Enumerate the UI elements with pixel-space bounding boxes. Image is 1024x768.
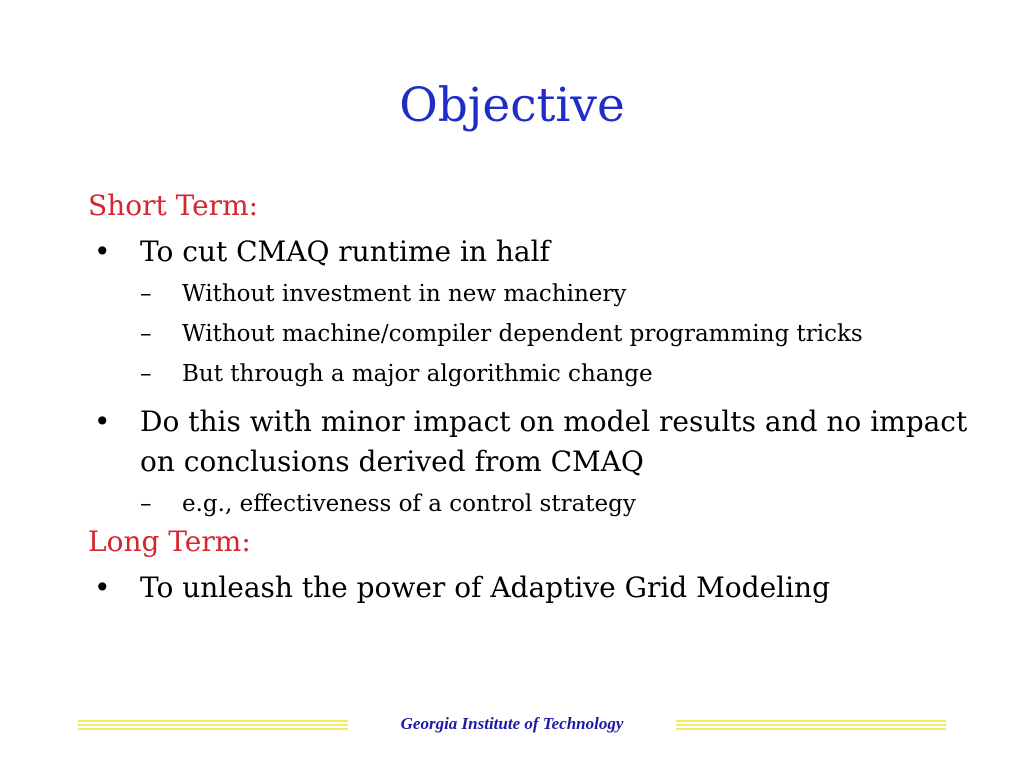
dash-icon: – — [140, 491, 152, 517]
bullet-text: Do this with minor impact on model results and no impact on conclusions derived from CMAQ — [140, 405, 968, 478]
section-label-short-term: Short Term: — [88, 189, 259, 222]
footer-institution: Georgia Institute of Technology — [400, 714, 624, 733]
dash-icon: – — [140, 281, 152, 307]
slide-content — [88, 188, 968, 608]
sub-bullet-text: But through a major algorithmic change — [182, 361, 653, 387]
sub-bullet-item — [140, 274, 968, 314]
dash-icon: – — [140, 361, 152, 387]
slide-title: Objective — [399, 78, 625, 133]
footer-rule-left — [78, 720, 348, 730]
sub-bullet-text: Without machine/compiler dependent programming tricks — [182, 321, 863, 347]
section-label-long-term: Long Term: — [88, 525, 251, 558]
dash-icon: – — [140, 321, 152, 347]
bullet-item — [88, 402, 968, 482]
sub-bullet-text: Without investment in new machinery — [182, 281, 627, 307]
bullet-text: To cut CMAQ runtime in half — [140, 235, 550, 268]
bullet-icon: • — [94, 571, 111, 604]
bullet-text: To unleash the power of Adaptive Grid Modeling — [140, 571, 831, 604]
bullet-item — [88, 568, 968, 608]
sub-bullet-item — [140, 354, 968, 394]
footer-rule-right — [676, 720, 946, 730]
bullet-item — [88, 232, 968, 272]
bullet-icon: • — [94, 405, 111, 438]
sub-bullet-item — [140, 484, 968, 524]
sub-bullet-list — [88, 484, 968, 524]
sub-bullet-list — [88, 274, 968, 394]
sub-bullet-text: e.g., effectiveness of a control strategy — [182, 491, 636, 517]
bullet-icon: • — [94, 235, 111, 268]
sub-bullet-item — [140, 314, 968, 354]
